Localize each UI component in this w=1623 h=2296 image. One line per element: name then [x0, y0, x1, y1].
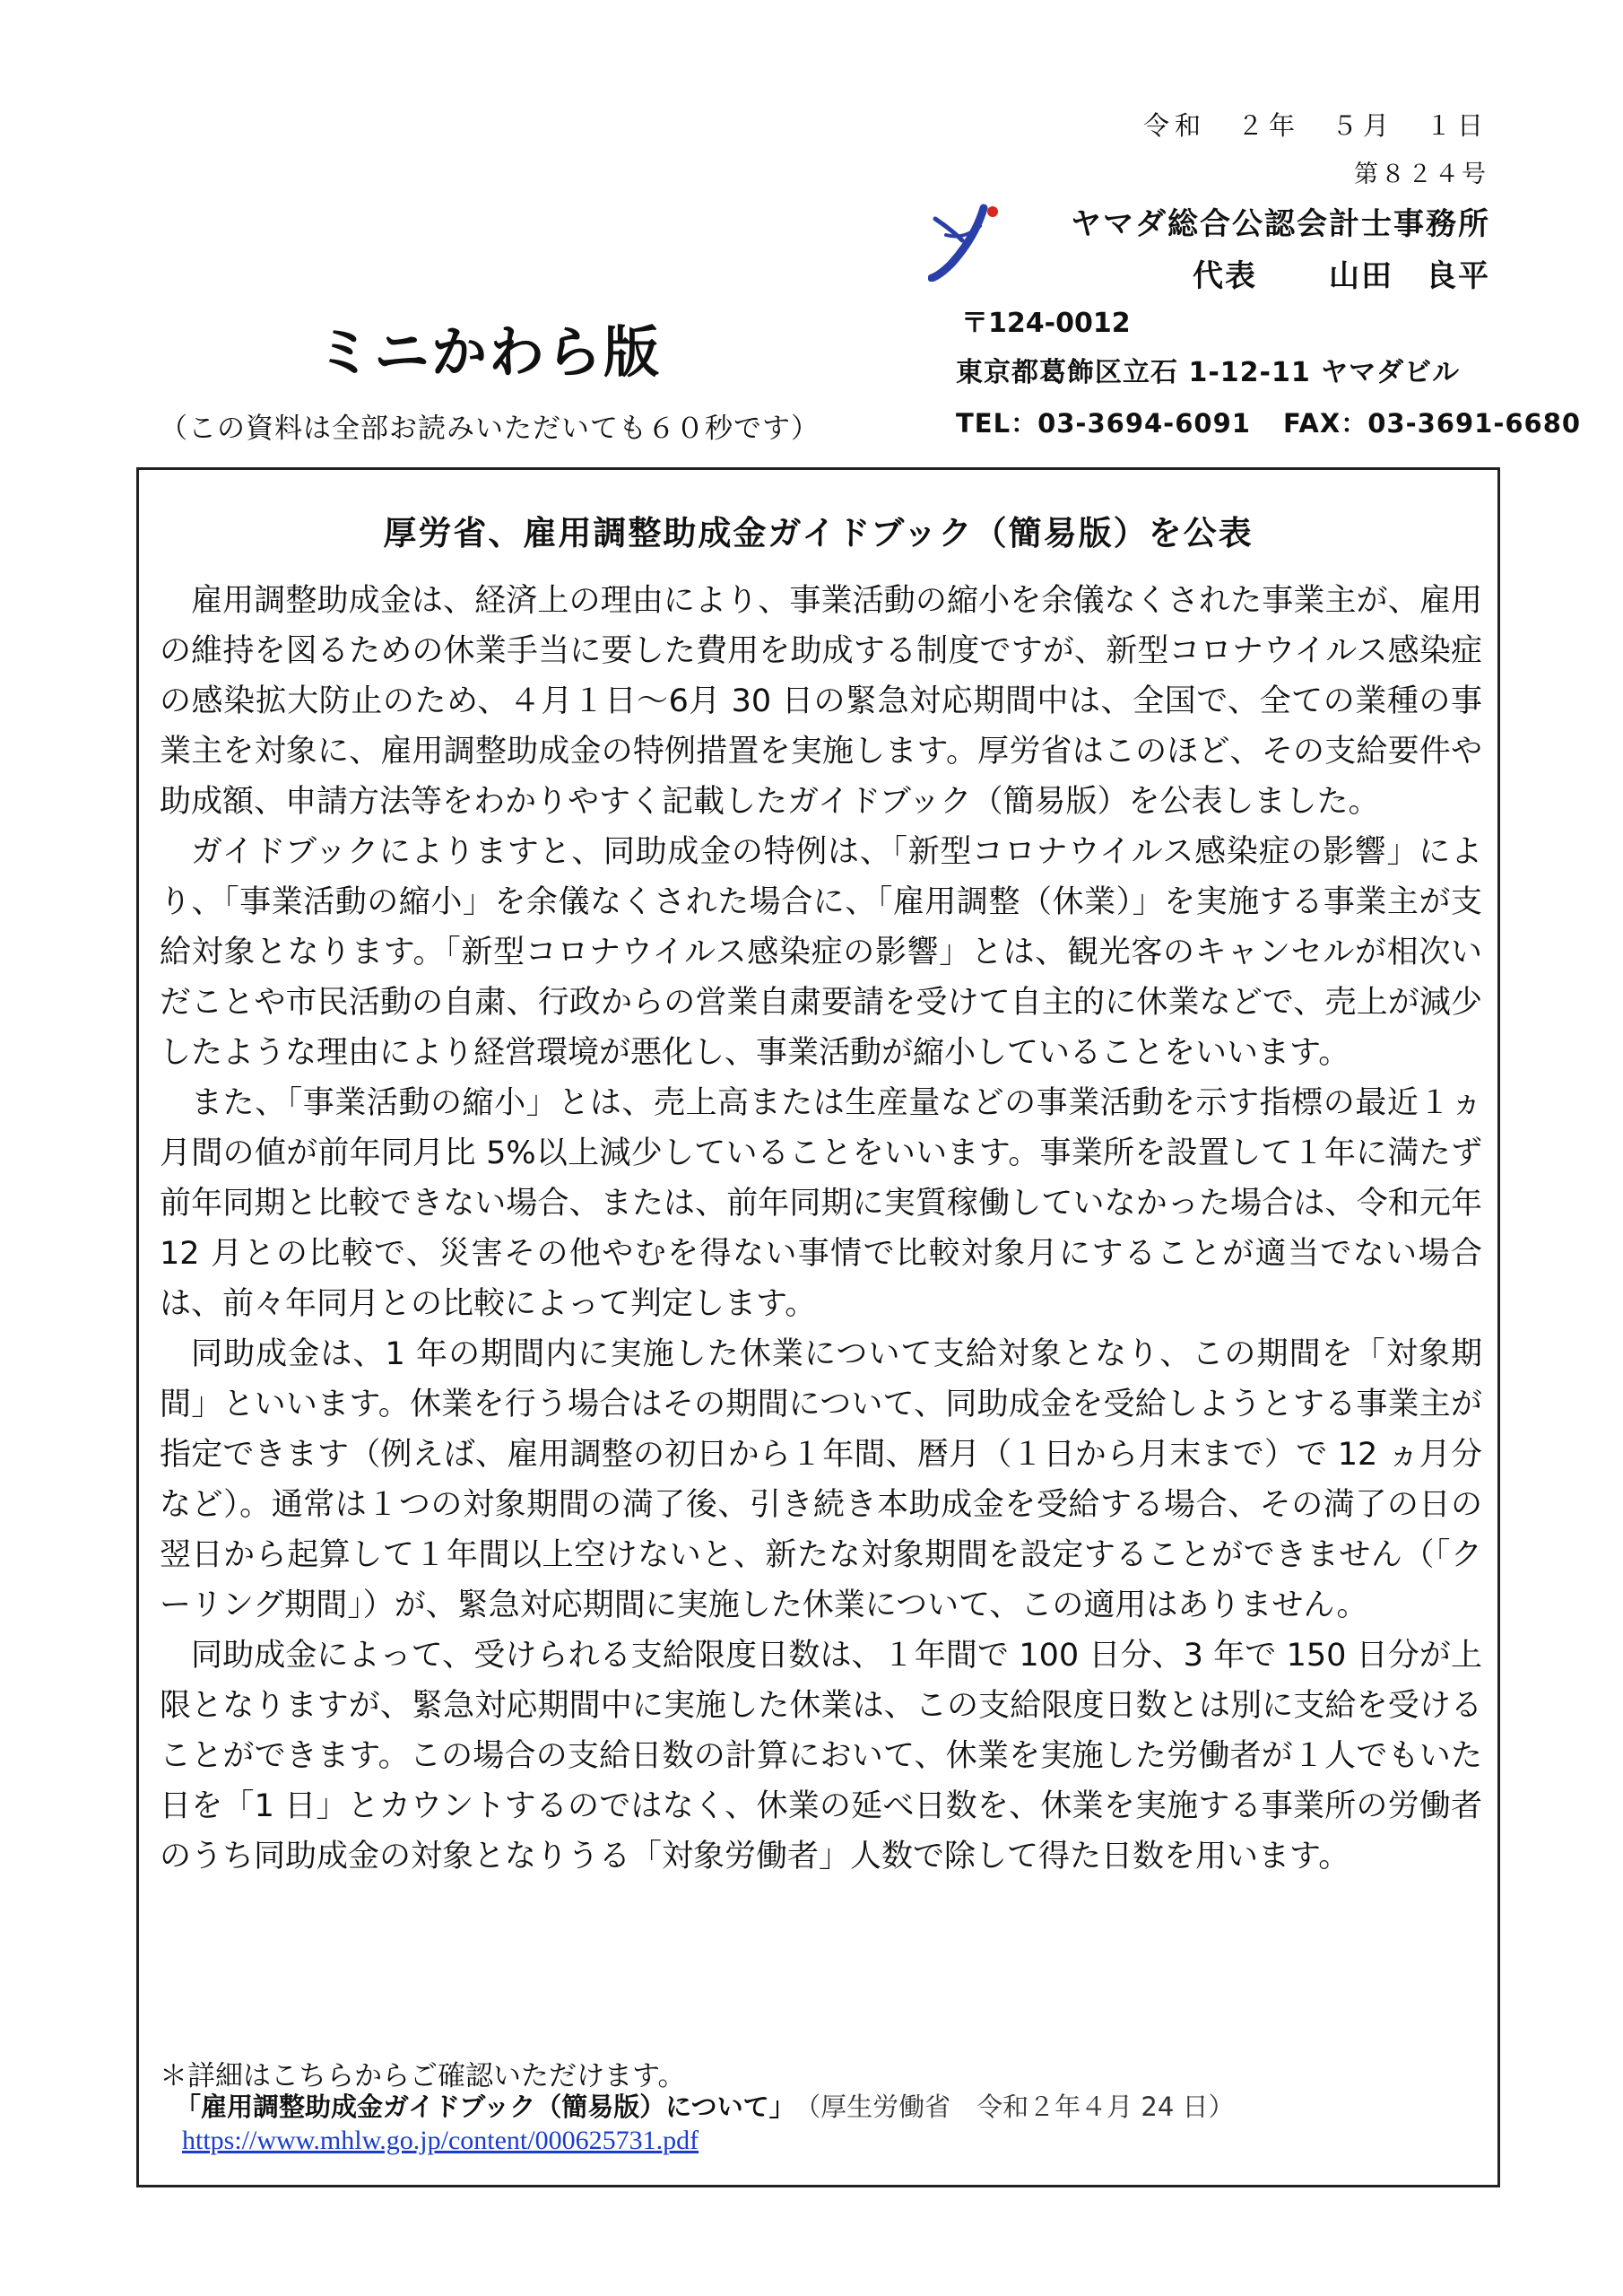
address: 東京都葛飾区立石 1-12-11 ヤマダビル: [956, 357, 1461, 388]
representative: [1193, 251, 1490, 295]
article-box: [136, 467, 1500, 2187]
reference-title: 「雇用調整助成金ガイドブック（簡易版）について」: [175, 2092, 795, 2122]
postal-code: 〒124-0012: [961, 308, 1131, 339]
details-note: ＊詳細はこちらからご確認いただけます。: [160, 2060, 686, 2092]
article-paragraph: 同助成金は、1 年の期間内に実施した休業について支給対象となり、この期間を「対象期間」といいます。休業を行う場合はその期間について、同助成金を受給しようとする事業主が指定できます（例えば、雇用調整の初日から１年間、暦月（１日から月末まで）で 12 ヵ月分など）。通常は１つの対象期間の満了後、引き続き本助成金を受給する場合、その満了の日の翌日から起算して１年間以上空けないと、新たな対象期間を設定することができません（「クーリング期間」）が、緊急対応期間に実施した休業について、この適用はありません。: [160, 1336, 1482, 1623]
firm-name: ヤマダ総合公認会計士事務所: [1071, 206, 1490, 242]
representative-name: 山田 良平: [1329, 258, 1490, 294]
article-body: [160, 576, 1482, 1882]
issue-number: 第８２４号: [1354, 161, 1488, 188]
article-paragraph: ガイドブックによりますと、同助成金の特例は、「新型コロナウイルス感染症の影響」により、「事業活動の縮小」を余儀なくされた場合に、「雇用調整（休業）」を実施する事業主が支給対象となります。「新型コロナウイルス感染症の影響」とは、観光客のキャンセルが相次いだことや市民活動の自粛、行政からの営業自粛要請を受けて自主的に休業などで、売上が減少したような理由により経営環境が悪化し、事業活動が縮小していることをいいます。: [160, 834, 1482, 1071]
article-title: 厚労省、雇用調整助成金ガイドブック（簡易版）を公表: [383, 514, 1254, 552]
fax-number: FAX：03-3691-6680: [1282, 408, 1582, 439]
article-paragraph: 雇用調整助成金は、経済上の理由により、事業活動の縮小を余儀なくされた事業主が、雇用の維持を図るための休業手当に要した費用を助成する制度ですが、新型コロナウイルス感染症の感染拡大防止のため、４月１日～6月 30 日の緊急対応期間中は、全国で、全ての業種の事業主を対象に、雇用調整助成金の特例措置を実施します。厚労省はこのほど、その支給要件や助成額、申請方法等をわかりやすく記載したガイドブック（簡易版）を公表しました。: [160, 583, 1482, 820]
reference-link[interactable]: https://www.mhlw.go.jp/content/000625731.pdf: [182, 2126, 699, 2155]
representative-title: 代表: [1193, 258, 1257, 294]
firm-logo-icon: [928, 199, 1002, 282]
contact-numbers: [956, 404, 1581, 440]
newsletter-title: ミニかわら版: [317, 319, 662, 385]
reference-source: （厚生労働省 令和２年４月 24 日）: [807, 2092, 1235, 2122]
newsletter-subtitle: （この資料は全部お読みいただいても６０秒です）: [160, 413, 820, 445]
tel-number: TEL：03-3694-6091: [956, 408, 1251, 439]
article-paragraph: 同助成金によって、受けられる支給限度日数は、１年間で 100 日分、3 年で 150 日分が上限となりますが、緊急対応期間中に実施した休業は、この支給限度日数とは別に支給を受けることができます。この場合の支給日数の計算において、休業を実施した労働者が１人でもいた日を「1 日」とカウントするのではなく、休業の延べ日数を、休業を実施する事業所の労働者のうち同助成金の対象となりうる「対象労働者」人数で除して得た日数を用います。: [160, 1638, 1482, 1874]
article-paragraph: また、「事業活動の縮小」とは、売上高または生産量などの事業活動を示す指標の最近１ヵ月間の値が前年同月比 5%以上減少していることをいいます。事業所を設置して１年に満たず前年同期と比較できない場合、または、前年同期に実質稼働していなかった場合は、令和元年 12 月との比較で、災害その他やむを得ない事情で比較対象月にすることが適当でない場合は、前々年同月との比較によって判定します。: [160, 1085, 1482, 1322]
issue-date: 令和 ２年 ５月 １日: [1142, 110, 1488, 141]
reference-line: [175, 2091, 1235, 2123]
